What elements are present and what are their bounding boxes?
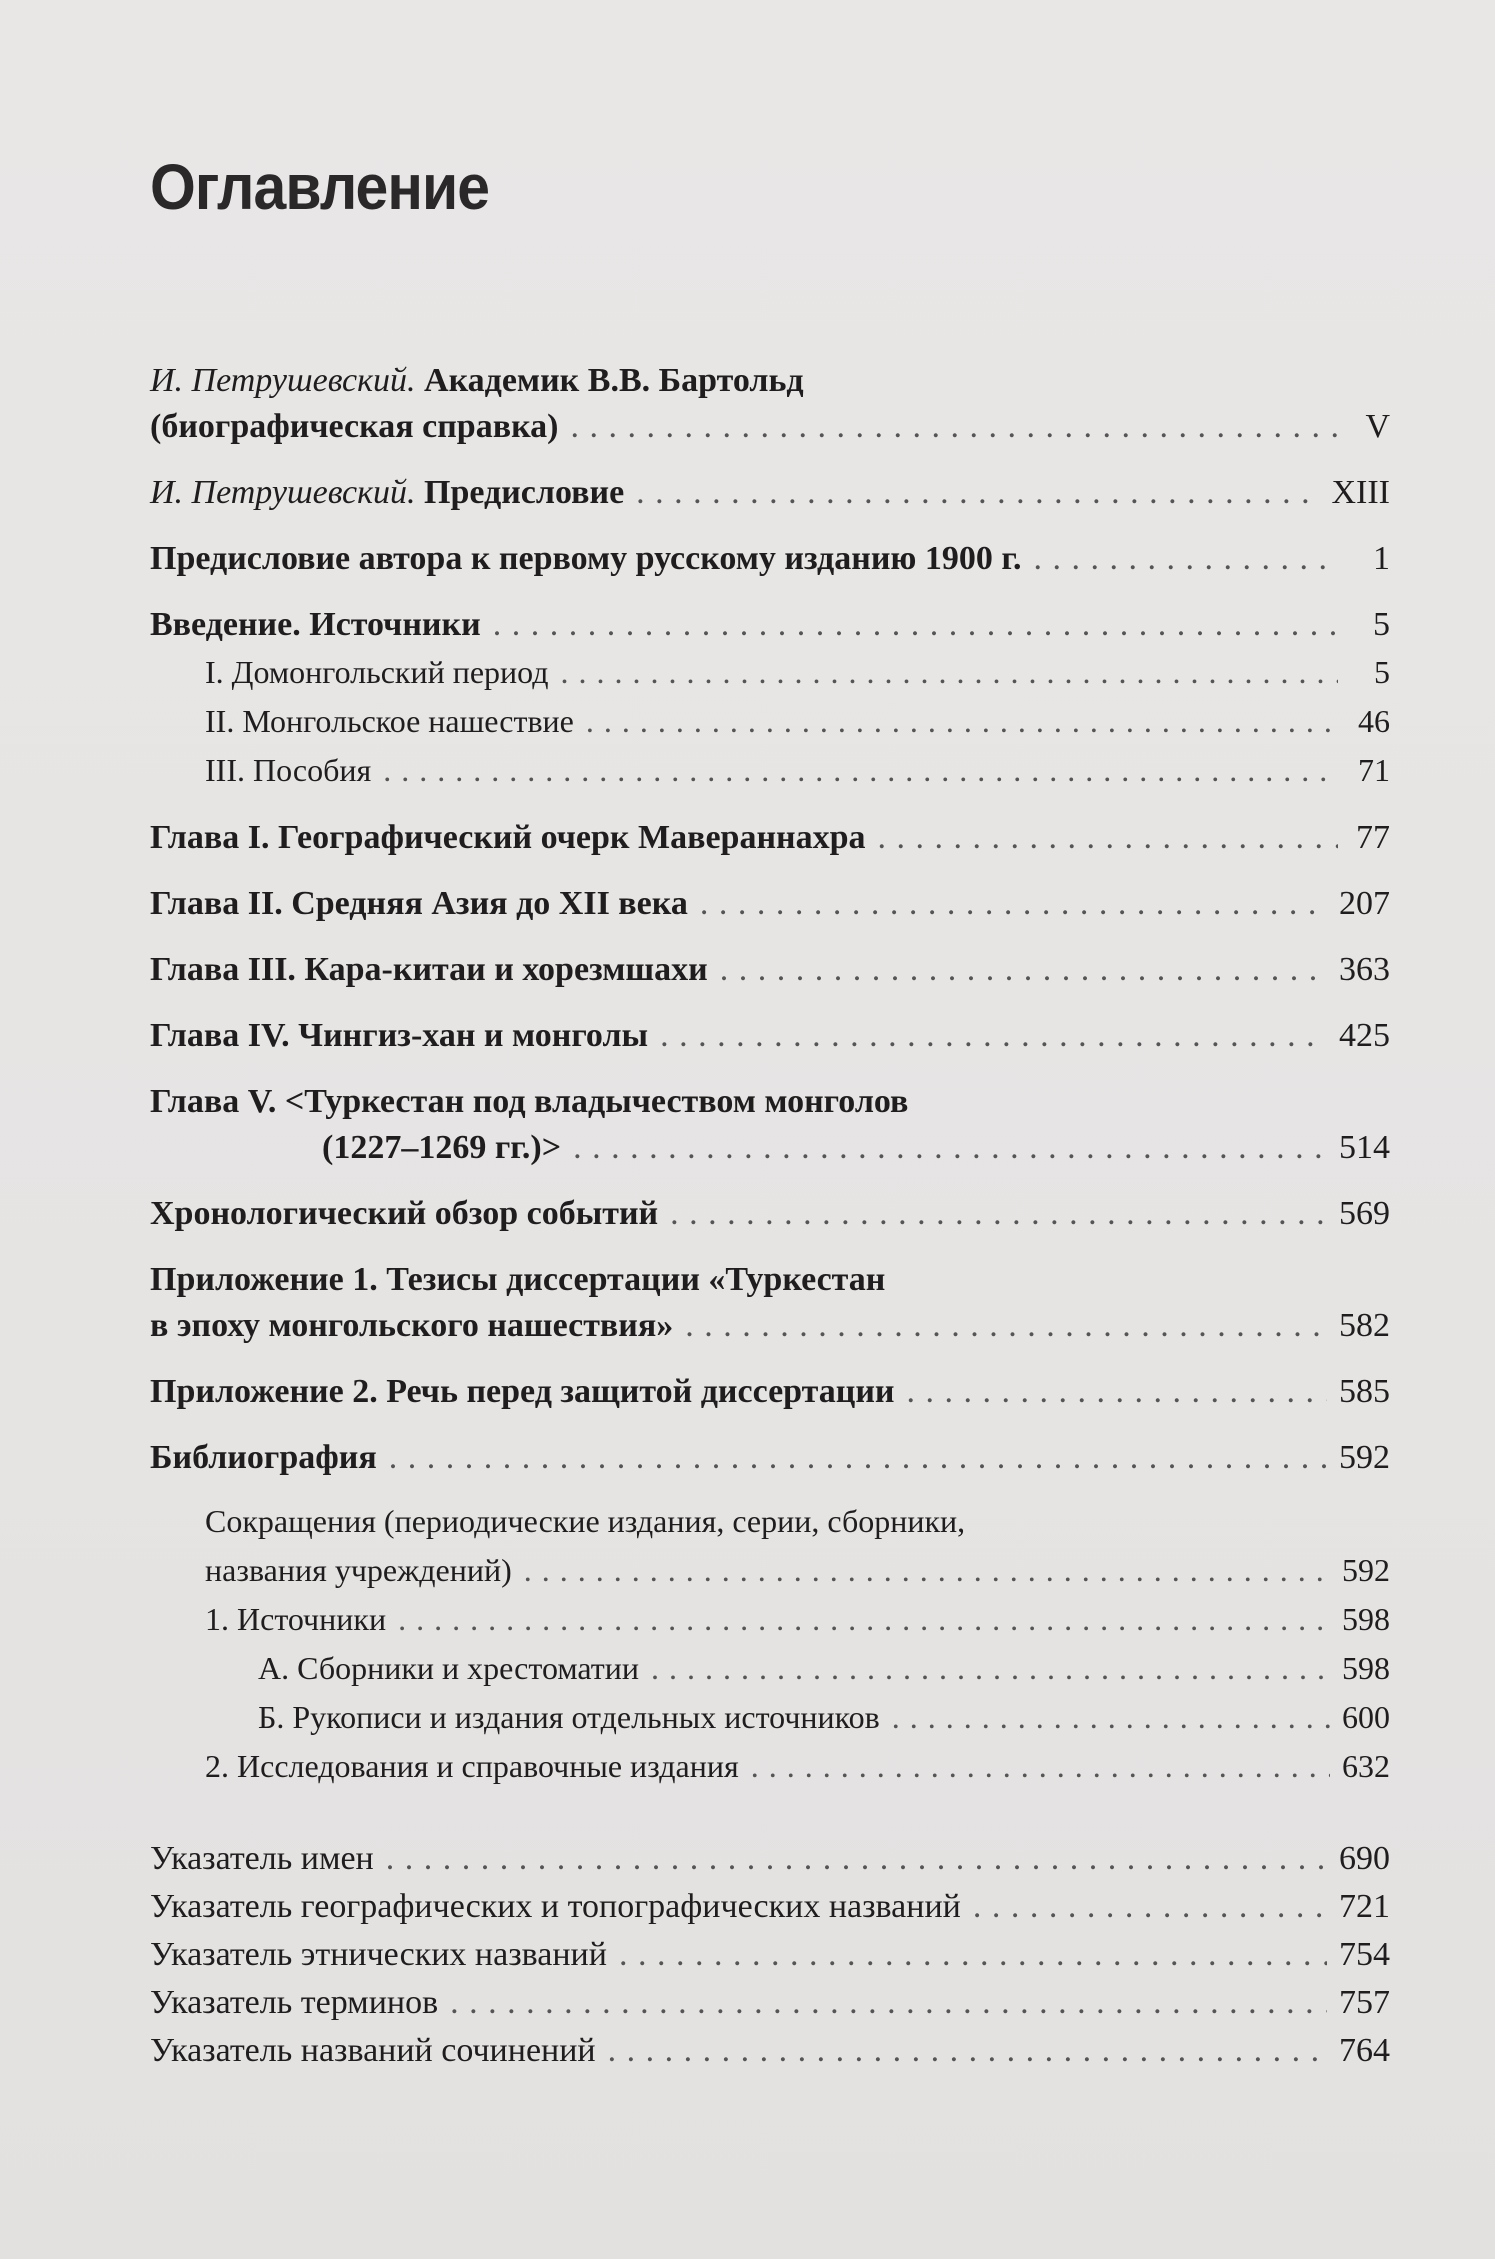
toc-page: 598 (1342, 1601, 1390, 1637)
toc-text: Б. Рукописи и издания отдельных источников (258, 1699, 880, 1735)
toc-entry[interactable] (150, 1013, 1390, 1059)
toc-text: А. Сборники и хрестоматии (258, 1650, 639, 1686)
toc-page: 77 (1356, 819, 1390, 856)
toc-entry[interactable] (150, 2027, 1390, 2075)
toc-text: I. Домонгольский период (205, 654, 549, 690)
toc-text: Указатель географических и топографических названий (150, 1888, 961, 1925)
toc-page: 1 (1373, 540, 1390, 577)
toc-text: Глава IV. Чингиз-хан и монголы (150, 1017, 649, 1054)
toc-page: 569 (1339, 1195, 1390, 1232)
toc-text: Хронологический обзор событий (150, 1195, 659, 1232)
toc-entry[interactable] (150, 1979, 1390, 2027)
toc-text: Академик В.В. Бартольд (424, 362, 804, 399)
toc-entry[interactable] (150, 1644, 1390, 1693)
toc-text: II. Монгольское нашествие (205, 703, 574, 739)
toc-author: И. Петрушевский. (150, 474, 416, 511)
toc-text: (1227–1269 гг.)> (322, 1129, 562, 1166)
toc-page: 425 (1339, 1017, 1390, 1054)
toc-entry[interactable] (150, 1369, 1390, 1415)
toc-entry[interactable] (150, 746, 1390, 795)
toc-text: Предисловие автора к первому русскому изданию 1900 г. (150, 540, 1022, 577)
toc-page: 721 (1339, 1888, 1390, 1925)
toc-entry[interactable] (150, 815, 1390, 861)
toc-text: (биографическая справка) (150, 408, 559, 445)
toc-text: в эпоху монгольского нашествия» (150, 1307, 674, 1344)
toc-entry[interactable] (150, 602, 1390, 648)
table-of-contents (150, 358, 1390, 2075)
toc-page: 5 (1373, 606, 1390, 643)
toc-text: 1. Источники (205, 1601, 387, 1637)
toc-entry[interactable] (150, 1693, 1390, 1742)
toc-page: XIII (1331, 474, 1390, 511)
toc-page: 363 (1339, 951, 1390, 988)
toc-page: 585 (1339, 1373, 1390, 1410)
toc-entry[interactable] (150, 1742, 1390, 1791)
toc-page: 5 (1374, 654, 1390, 690)
toc-entry[interactable] (150, 1835, 1390, 1883)
toc-entry[interactable] (150, 1079, 1390, 1171)
toc-text: названия учреждений) (205, 1552, 512, 1588)
toc-text: Библиография (150, 1439, 377, 1476)
toc-text: Глава II. Средняя Азия до XII века (150, 885, 688, 922)
toc-entry[interactable] (150, 358, 1390, 450)
toc-entry[interactable] (150, 947, 1390, 993)
toc-page: 592 (1342, 1552, 1390, 1588)
toc-entry[interactable] (150, 648, 1390, 697)
toc-entry[interactable] (150, 881, 1390, 927)
toc-text: Предисловие (424, 474, 625, 511)
toc-page: 690 (1339, 1840, 1390, 1877)
toc-entry[interactable] (150, 1497, 1390, 1595)
toc-author: И. Петрушевский. (150, 362, 416, 399)
toc-page: V (1365, 408, 1390, 445)
toc-entry[interactable] (150, 1191, 1390, 1237)
toc-text: Указатель терминов (150, 1984, 439, 2021)
toc-page: 582 (1339, 1307, 1390, 1344)
toc-page: 592 (1339, 1439, 1390, 1476)
toc-entry[interactable] (150, 470, 1390, 516)
toc-page: 754 (1339, 1936, 1390, 1973)
toc-text: Глава V. <Туркестан под владычеством монголов (150, 1083, 909, 1120)
toc-text: Глава III. Кара-китаи и хорезмшахи (150, 951, 708, 988)
toc-entry[interactable] (150, 1257, 1390, 1349)
toc-text: Сокращения (периодические издания, серии, сборники, (205, 1503, 966, 1539)
toc-page: 46 (1358, 703, 1390, 739)
toc-text: Приложение 1. Тезисы диссертации «Туркестан (150, 1261, 886, 1298)
toc-page: 71 (1358, 752, 1390, 788)
toc-page: 598 (1342, 1650, 1390, 1686)
toc-page: 207 (1339, 885, 1390, 922)
toc-page: 757 (1339, 1984, 1390, 2021)
toc-entry[interactable] (150, 1435, 1390, 1481)
toc-entry[interactable] (150, 697, 1390, 746)
toc-text: Введение. Источники (150, 606, 481, 643)
toc-text: Приложение 2. Речь перед защитой диссертации (150, 1373, 895, 1410)
toc-text: III. Пособия (205, 752, 372, 788)
toc-entry[interactable] (150, 1595, 1390, 1644)
toc-page: 600 (1342, 1699, 1390, 1735)
toc-entry[interactable] (150, 1931, 1390, 1979)
toc-text: Глава I. Географический очерк Мавераннахра (150, 819, 866, 856)
toc-text: 2. Исследования и справочные издания (205, 1748, 739, 1784)
toc-text: Указатель названий сочинений (150, 2032, 596, 2069)
toc-text: Указатель имен (150, 1840, 374, 1877)
toc-text: Указатель этнических названий (150, 1936, 607, 1973)
toc-entry[interactable] (150, 1883, 1390, 1931)
toc-entry[interactable] (150, 536, 1390, 582)
toc-page: 514 (1339, 1129, 1390, 1166)
toc-page: 764 (1339, 2032, 1390, 2069)
page-title: Оглавление (150, 151, 490, 223)
toc-page: 632 (1342, 1748, 1390, 1784)
